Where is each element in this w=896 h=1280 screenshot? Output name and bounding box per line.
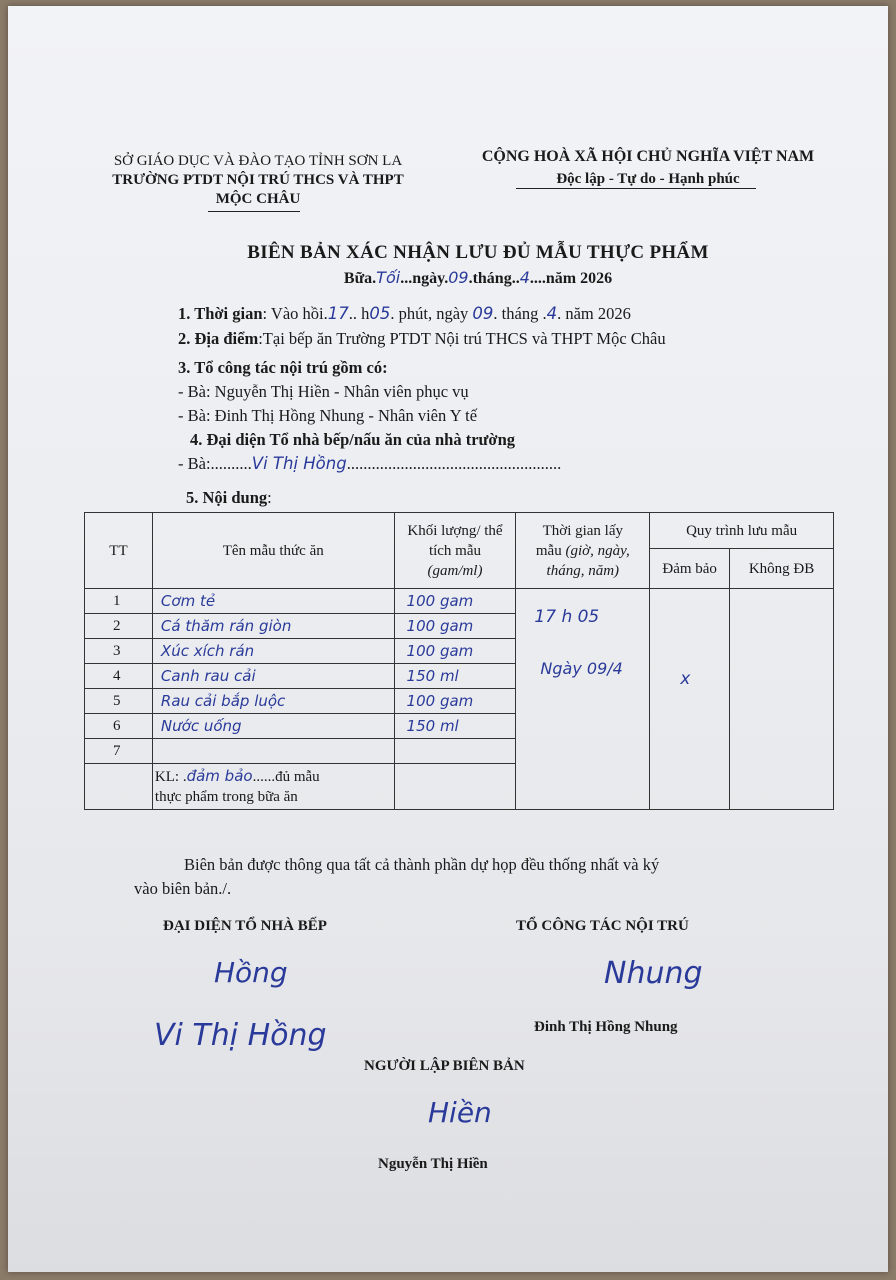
team-label: 3. Tổ công tác nội trú gồm có: xyxy=(178,358,388,377)
col-sample-time xyxy=(516,513,650,589)
col-food-name: Tên mẫu thức ăn xyxy=(152,513,394,589)
time-day: 09 xyxy=(472,304,494,323)
month-label: .tháng.. xyxy=(468,270,520,287)
meal-prefix: Bữa. xyxy=(343,270,377,287)
day-value: 09 xyxy=(448,268,469,287)
document-page xyxy=(8,6,888,1272)
month-value: 4 xyxy=(519,268,530,287)
table-row xyxy=(85,589,834,614)
kitchen-rep-title: ĐẠI DIỆN TỔ NHÀ BẾP xyxy=(163,918,327,934)
time-header-2: mẫu xyxy=(535,542,562,559)
row-tt: 1 xyxy=(85,589,153,614)
sample-time-value: 17 h 05 xyxy=(534,607,600,627)
time-minute: 05 xyxy=(369,304,391,323)
row-food: Cá thăm rán giòn xyxy=(152,614,394,639)
time-month: 4 xyxy=(546,304,558,323)
kitchen-member-line xyxy=(178,454,561,474)
qty-header-3: (gam/ml) xyxy=(427,562,483,579)
time-line xyxy=(178,304,631,324)
team-member-1: - Bà: Nguyễn Thị Hiền - Nhân viên phục vụ xyxy=(178,382,469,401)
row-qty xyxy=(394,739,516,764)
place-line xyxy=(178,329,666,349)
time-rest3: . năm 2026 xyxy=(557,304,631,323)
conclusion-value: đảm bảo xyxy=(186,767,253,785)
closing-line1: Biên bản được thông qua tất cả thành phần dự họp đều thống nhất và ký xyxy=(184,855,660,874)
sample-date-value: Ngày 09/4 xyxy=(540,659,623,678)
school-name-line2: MỘC CHÂU xyxy=(215,191,301,207)
food-sample-table xyxy=(84,512,834,810)
header-right xyxy=(468,146,828,190)
time-header-1: Thời gian lấy xyxy=(542,522,624,539)
time-rest2: . tháng . xyxy=(493,304,547,323)
header-left xyxy=(88,152,428,209)
time-header-2b: (giờ, ngày, xyxy=(565,542,630,559)
row-food: Cơm tẻ xyxy=(152,589,394,614)
team-title: TỔ CÔNG TÁC NỘI TRÚ xyxy=(516,918,689,934)
meal-value: Tối xyxy=(376,268,401,287)
conclusion-prefix: KL: xyxy=(154,769,183,785)
col-ok: Đảm bảo xyxy=(650,549,730,589)
kitchen-member-name: Vi Thị Hồng xyxy=(251,454,347,473)
header-left-underline xyxy=(208,211,300,212)
row-qty: 150 ml xyxy=(394,664,516,689)
ok-mark: x xyxy=(680,669,691,689)
row-tt: 3 xyxy=(85,639,153,664)
conclusion-qty xyxy=(394,764,516,810)
team-signer-name: Đinh Thị Hồng Nhung xyxy=(534,1019,678,1035)
row-qty: 100 gam xyxy=(394,614,516,639)
row-qty: 100 gam xyxy=(394,639,516,664)
creator-signature: Hiền xyxy=(428,1096,492,1129)
time-rest1: . phút, ngày xyxy=(390,304,469,323)
col-tt: TT xyxy=(85,513,153,589)
creator-name: Nguyễn Thị Hiền xyxy=(378,1156,488,1172)
country-name: CỘNG HOÀ XÃ HỘI CHỦ NGHĨA VIỆT NAM xyxy=(481,148,815,165)
department-name: SỞ GIÁO DỤC VÀ ĐÀO TẠO TỈNH SƠN LA xyxy=(113,153,403,169)
closing-line2: vào biên bản./. xyxy=(134,879,232,898)
row-food: Canh rau cải xyxy=(152,664,394,689)
row-tt: 6 xyxy=(85,714,153,739)
meal-line xyxy=(108,268,848,288)
time-hour-label: .. h xyxy=(348,304,370,323)
kitchen-signature-short: Hồng xyxy=(214,956,288,989)
row-tt: 2 xyxy=(85,614,153,639)
team-member-2: - Bà: Đinh Thị Hồng Nhung - Nhân viên Y tế xyxy=(178,406,478,425)
kitchen-signature-full: Vi Thị Hồng xyxy=(154,1018,327,1053)
place-value: :Tại bếp ăn Trường PTDT Nội trú THCS và THPT Mộc Châu xyxy=(258,329,666,348)
qty-header-1: Khối lượng/ thể xyxy=(407,522,503,539)
school-name-line1: TRƯỜNG PTDT NỘI TRÚ THCS VÀ THPT xyxy=(112,172,404,188)
team-signature: Nhung xyxy=(604,956,703,991)
time-prefix: : Vào hồi. xyxy=(262,304,328,323)
conclusion-rest: ......đủ mẫu xyxy=(252,769,320,785)
col-not-ok: Không ĐB xyxy=(730,549,834,589)
conclusion-line2: thực phẩm trong bữa ăn xyxy=(154,789,298,805)
row-tt: 4 xyxy=(85,664,153,689)
row-qty: 150 ml xyxy=(394,714,516,739)
kitchen-label: 4. Đại diện Tổ nhà bếp/nấu ăn của nhà trường xyxy=(190,430,515,449)
motto: Độc lập - Tự do - Hạnh phúc xyxy=(556,171,740,187)
time-hour: 17 xyxy=(327,304,349,323)
conclusion-cell: KL: .đảm bảo......đủ mẫu thực phẩm trong bữa ăn xyxy=(152,764,394,810)
row-food: Rau cải bắp luộc xyxy=(152,689,394,714)
row-food: Nước uống xyxy=(152,714,394,739)
kitchen-prefix: - Bà:.......... xyxy=(178,454,252,473)
content-line xyxy=(186,488,272,508)
row-qty: 100 gam xyxy=(394,689,516,714)
not-ok-cell xyxy=(730,589,834,810)
time-label: 1. Thời gian xyxy=(178,304,263,323)
conclusion-tt xyxy=(85,764,153,810)
col-quantity xyxy=(394,513,516,589)
header-right-underline xyxy=(516,188,756,189)
col-process: Quy trình lưu mẫu xyxy=(650,513,834,549)
time-header-3: tháng, năm) xyxy=(546,562,620,579)
row-food: Xúc xích rán xyxy=(152,639,394,664)
day-label: ...ngày. xyxy=(400,270,449,287)
sample-time-cell xyxy=(516,589,650,810)
content-colon: : xyxy=(267,488,272,507)
row-tt: 5 xyxy=(85,689,153,714)
row-qty: 100 gam xyxy=(394,589,516,614)
row-food xyxy=(152,739,394,764)
ok-cell xyxy=(650,589,730,810)
place-label: 2. Địa điểm xyxy=(178,329,259,348)
year-label: ....năm 2026 xyxy=(529,270,613,287)
content-label: 5. Nội dung xyxy=(186,488,268,507)
kitchen-dots: .................................................... xyxy=(346,454,562,473)
document-title: BIÊN BẢN XÁC NHẬN LƯU ĐỦ MẪU THỰC PHẨM xyxy=(247,242,709,263)
creator-title: NGƯỜI LẬP BIÊN BẢN xyxy=(364,1058,525,1074)
row-tt: 7 xyxy=(85,739,153,764)
qty-header-2: tích mẫu xyxy=(428,542,482,559)
